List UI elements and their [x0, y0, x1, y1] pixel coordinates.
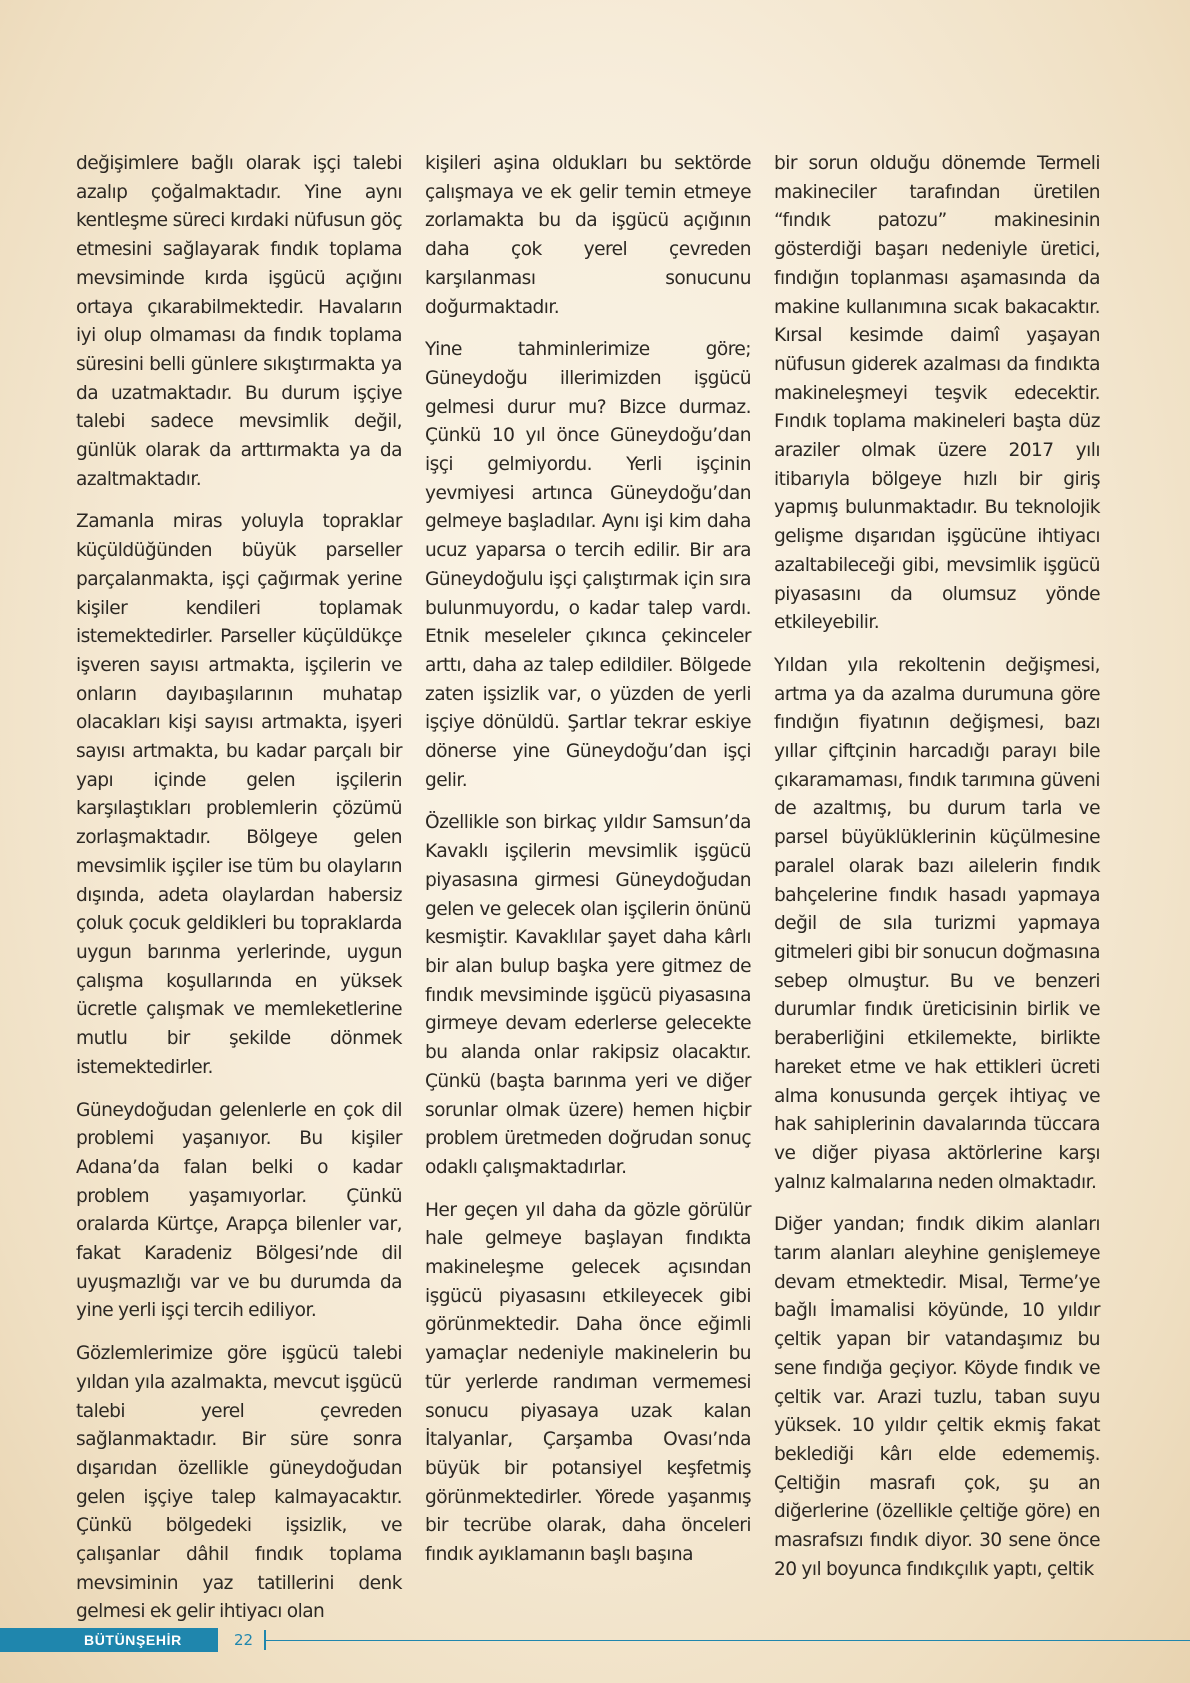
page-footer — [0, 1628, 1190, 1654]
paragraph: kişileri aşina oldukları bu sektörde çalışmaya ve ek gelir temin etmeye zorlamakta bu da işgücü açığının daha çok yerel çevreden karşılanması sonucunu doğurmaktadır. — [425, 153, 751, 318]
text-column-right — [774, 150, 1100, 1580]
paragraph: Gözlemlerimize göre işgücü talebi yıldan yıla azalmakta, mevcut işgücü talebi yerel çevreden sağlanmaktadır. Bir süre sonra dışarıdan özellikle güneydoğudan gelen işçiye talep kalmayacaktır. Çünkü bölgedeki işsizlik, ve çalışanlar dâhil fındık toplama mevsiminin yaz tatillerini denk gelmesi ek gelir ihtiyacı olan — [76, 1343, 402, 1623]
article-body — [76, 150, 1100, 1623]
paragraph: Diğer yandan; fındık dikim alanları tarım alanları aleyhine genişlemeye devam etmektedir. Misal, Terme’ye bağlı İmamalisi köyünde, 10 yıldır çeltik yapan bir vatandaşımız bu sene fındığa geçiyor. Köyde fındık ve çeltik var. Arazi tuzlu, taban suyu yüksek. 10 yıldır çeltik ekmiş fakat beklediği kârı elde edememiş. Çeltiğin masrafı çok, şu an diğerlerine (özellikle çeltiğe göre) en masrafsızı fındık diyor. 30 sene önce 20 yıl boyunca fındıkçılık yaptı, çeltik — [774, 1214, 1100, 1580]
page-number: 22 — [234, 1631, 254, 1649]
text-column-middle — [425, 150, 751, 1580]
paragraph: Özellikle son birkaç yıldır Samsun’da Kavaklı işçilerin mevsimlik işgücü piyasasına girmesi Güneydoğudan gelen ve gelecek olan işçilerin önünü kesmiştir. Kavaklılar şayet daha kârlı bir alan bulup başka yere gitmez de fındık mevsiminde işgücü piyasasına girmeye devam ederlerse gelecekte bu alanda onlar rakipsiz olacaktır. Çünkü (başta barınma yeri ve diğer sorunlar olmak üzere) hemen hiçbir problem üretmeden doğrudan sonuç odaklı çalışmaktadırlar. — [425, 812, 751, 1178]
paragraph: Zamanla miras yoluyla topraklar küçüldüğünden büyük parseller parçalanmakta, işçi çağırmak yerine kişiler kendileri toplamak istemektedirler. Parseller küçüldükçe işveren sayısı artmakta, işçilerin ve onların dayıbaşılarının muhatap olacakları kişi sayısı artmakta, işyeri sayısı artmakta, bu kadar parçalı bir yapı içinde gelen işçilerin karşılaştıkları problemlerin çözümü zorlaşmaktadır. Bölgeye gelen mevsimlik işçiler ise tüm bu olayların dışında, adeta olaylardan habersiz çoluk çocuk geldikleri bu topraklarda uygun barınma yerlerinde, uygun çalışma koşullarında en yüksek ücretle çalışmak ve memleketlerine mutlu bir şekilde dönmek istemektedirler. — [76, 511, 402, 1078]
text-column-left — [76, 150, 402, 1623]
paragraph: Güneydoğudan gelenlerle en çok dil problemi yaşanıyor. Bu kişiler Adana’da falan belki o kadar problem yaşamıyorlar. Çünkü oralarda Kürtçe, Arapça bilenler var, fakat Karadeniz Bölgesi’nde dil uyuşmazlığı var ve bu durumda da yine yerli işçi tercih ediliyor. — [76, 1099, 402, 1322]
paragraph: Yıldan yıla rekoltenin değişmesi, artma ya da azalma durumuna göre fındığın fiyatının değişmesi, bazı yıllar çiftçinin harcadığı parayı bile çıkaramaması, fındık tarımına güveni de azaltmış, bu durum tarla ve parsel büyüklüklerinin küçülmesine paralel olarak bazı ailelerin fındık bahçelerine fındık hasadı yapmaya değil de sıla turizmi yapmaya gitmeleri gibi bir sonucun doğmasına sebep olmuştur. Bu ve benzeri durumlar fındık üreticisinin birlik ve beraberliğini etkilemekte, birlikte hareket etme ve hak ettikleri ücreti alma konusunda gerçek ihtiyaç ve hak sahiplerinin davalarında tüccara ve diğer piyasa aktörlerine karşı yalnız kalmalarına neden olmaktadır. — [774, 654, 1100, 1193]
magazine-brand: BÜTÜNŞEHİR — [84, 1632, 182, 1648]
paragraph: Yine tahminlerimize göre; Güneydoğu illerimizden işgücü gelmesi durur mu? Bizce durmaz. Çünkü 10 yıl önce Güneydoğu’dan işçi gelmiyordu. Yerli işçinin yevmiyesi artınca Güneydoğu’dan gelmeye başladılar. Aynı işi kim daha ucuz yaparsa o tercih edilir. Bir ara Güneydoğulu işçi çalıştırmak için sıra bulunmuyordu, o kadar talep vardı. Etnik meseleler çıkınca çekinceler arttı, daha az talep edildiler. Bölgede zaten işsizlik var, o yüzden de yerli işçiye dönüldü. Şartlar tekrar eskiye dönerse yine Güneydoğu’dan işçi gelir. — [425, 339, 751, 791]
paragraph: Her geçen yıl daha da gözle görülür hale gelmeye başlayan fındıkta makineleşme gelecek açısından işgücü piyasasını etkileyecek gibi görünmektedir. Daha önce eğimli yamaçlar nedeniyle makinelerin bu tür yerlerde randıman vermemesi sonucu piyasaya uzak kalan İtalyanlar, Çarşamba Ovası’nda büyük bir potansiyel keşfetmiş görünmektedirler. Yörede yaşanmış bir tecrübe olarak, daha önceleri fındık ayıklamanın başlı başına — [425, 1199, 751, 1566]
paragraph: değişimlere bağlı olarak işçi talebi azalıp çoğalmaktadır. Yine aynı kentleşme süreci kırdaki nüfusun göç etmesini sağlayarak fındık toplama mevsiminde kırda işgücü açığını ortaya çıkarabilmektedir. Havaların iyi olup olmaması da fındık toplama süresini belli günlere sıkıştırmakta ya da uzatmaktadır. Bu durum işçiye talebi sadece mevsimlik değil, günlük olarak da arttırmakta ya da azaltmaktadır. — [76, 153, 402, 490]
footer-rule — [264, 1640, 1190, 1641]
paragraph: bir sorun olduğu dönemde Termeli makineciler tarafından üretilen “fındık patozu” makinesinin gösterdiği başarı nedeniyle üretici, fındığın toplanması aşamasında da makine kullanımına sıcak bakacaktır. Kırsal kesimde daimî yaşayan nüfusun giderek azalması da fındıkta makineleşmeyi teşvik edecektir. Fındık toplama makineleri başta düz araziler olmak üzere 2017 yılı itibarıyla bölgeye hızlı bir giriş yapmış bulunmaktadır. Bu teknolojik gelişme dışarıdan işgücüne ihtiyacı azaltabileceği gibi, mevsimlik işgücü piyasasını da olumsuz yönde etkileyebilir. — [774, 153, 1100, 634]
